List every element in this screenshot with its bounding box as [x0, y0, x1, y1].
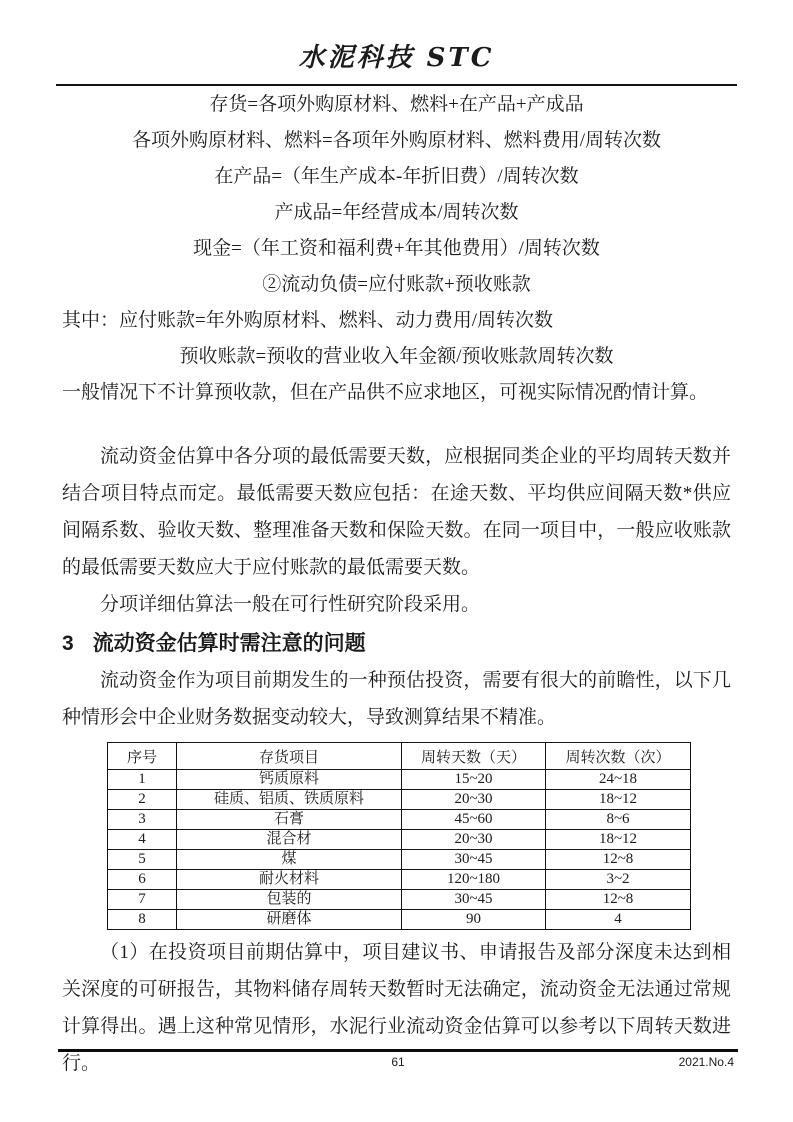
- formula-current-liabilities: ②流动负债=应付账款+预收账款: [262, 274, 531, 295]
- formula-advance-note: 一般情况下不计算预收款，但在产品供不应求地区，可视实际情况酌情计算。: [62, 382, 709, 403]
- formula-advance-receipts: 预收账款=预收的营业收入年金额/预收账款周转次数: [179, 346, 614, 367]
- inventory-table: [107, 742, 691, 930]
- table-cell-times: 4: [546, 910, 691, 930]
- paragraph-min-days: 流动资金估算中各分项的最低需要天数，应根据同类企业的平均周转天数并结合项目特点而定。最低需要天数应包括：在途天数、平均供应间隔天数*供应间隔系数、验收天数、整理准备天数和保险天数。在同一项目中，一般应收账款的最低需要天数应大于应付账款的最低需要天数。: [62, 446, 731, 578]
- table-cell-times: 18~12: [546, 830, 691, 850]
- table-cell-times: 8~6: [546, 810, 691, 830]
- table-cell-days: 30~45: [402, 890, 546, 910]
- section-intro-wrap: [62, 662, 731, 736]
- table-row: [108, 850, 691, 870]
- table-cell-times: 12~8: [546, 850, 691, 870]
- body-text: [62, 438, 731, 623]
- paragraph-section-intro: 流动资金作为项目前期发生的一种预估投资，需要有很大的前瞻性，以下几种情形会中企业财务数据变动较大，导致测算结果不精准。: [62, 670, 731, 728]
- formula-block: [62, 87, 731, 411]
- table-cell-days: 45~60: [402, 810, 546, 830]
- table-cell-index: 6: [108, 870, 177, 890]
- table-cell-days: 120~180: [402, 870, 546, 890]
- journal-title: 水泥科技 STC: [298, 43, 495, 73]
- table-cell-days: 20~30: [402, 790, 546, 810]
- table-cell-index: 4: [108, 830, 177, 850]
- formula-inventory: 存货=各项外购原材料、燃料+在产品+产成品: [209, 94, 584, 115]
- table-cell-days: 30~45: [402, 850, 546, 870]
- formula-work-in-progress: 在产品=（年生产成本-年折旧费）/周转次数: [214, 166, 579, 187]
- table-cell-item: 煤: [177, 850, 402, 870]
- table-row: [108, 770, 691, 790]
- table-cell-item: 钙质原料: [177, 770, 402, 790]
- table-header-turnover-days: 周转天数（天）: [402, 743, 546, 770]
- table-header-turnover-times: 周转次数（次）: [546, 743, 691, 770]
- table-cell-index: 7: [108, 890, 177, 910]
- table-cell-days: 15~20: [402, 770, 546, 790]
- table-cell-times: 3~2: [546, 870, 691, 890]
- table-row: [108, 870, 691, 890]
- table-cell-item: 混合材: [177, 830, 402, 850]
- paragraph-after-table: （1）在投资项目前期估算中，项目建议书、申请报告及部分深度未达到相关深度的可研报告，其物料储存周转天数暂时无法确定，流动资金无法通过常规计算得出。遇上这种常见情形，水泥行业流动资金估算可以参考以下周转天数进行。: [62, 942, 731, 1074]
- page-footer: [58, 1049, 738, 1072]
- formula-accounts-payable: 其中：应付账款=年外购原材料、燃料、动力费用/周转次数: [62, 310, 553, 331]
- formula-finished-goods: 产成品=年经营成本/周转次数: [274, 202, 519, 223]
- table-cell-days: 90: [402, 910, 546, 930]
- formula-purchased-materials: 各项外购原材料、燃料=各项年外购原材料、燃料费用/周转次数: [132, 130, 661, 151]
- inventory-table-body: [108, 770, 691, 930]
- table-cell-item: 硅质、铝质、铁质原料: [177, 790, 402, 810]
- table-cell-times: 24~18: [546, 770, 691, 790]
- table-cell-index: 1: [108, 770, 177, 790]
- table-cell-item: 耐火材料: [177, 870, 402, 890]
- table-cell-index: 8: [108, 910, 177, 930]
- table-cell-index: 2: [108, 790, 177, 810]
- inventory-table-head: [108, 743, 691, 770]
- section-number: 3: [62, 632, 74, 655]
- table-cell-item: 包装的: [177, 890, 402, 910]
- page-number: 61: [391, 1055, 405, 1069]
- table-cell-days: 20~30: [402, 830, 546, 850]
- table-header-index: 序号: [108, 743, 177, 770]
- table-cell-item: 石膏: [177, 810, 402, 830]
- table-header-inventory-item: 存货项目: [177, 743, 402, 770]
- table-row: [108, 790, 691, 810]
- header-rule: [56, 84, 737, 86]
- table-cell-times: 18~12: [546, 790, 691, 810]
- footer-row: [58, 1052, 738, 1072]
- table-row: [108, 910, 691, 930]
- table-cell-times: 12~8: [546, 890, 691, 910]
- paragraph-method-note: 分项详细估算法一般在可行性研究阶段采用。: [100, 594, 481, 615]
- table-row: [108, 810, 691, 830]
- table-header-row: [108, 743, 691, 770]
- table-cell-index: 3: [108, 810, 177, 830]
- formula-cash: 现金=（年工资和福利费+年其他费用）/周转次数: [193, 238, 600, 259]
- table-row: [108, 890, 691, 910]
- issue-number: 2021.No.4: [678, 1055, 734, 1069]
- section-title: 流动资金估算时需注意的问题: [92, 632, 366, 655]
- table-row: [108, 830, 691, 850]
- table-cell-item: 研磨体: [177, 910, 402, 930]
- section-heading: [62, 626, 731, 662]
- table-cell-index: 5: [108, 850, 177, 870]
